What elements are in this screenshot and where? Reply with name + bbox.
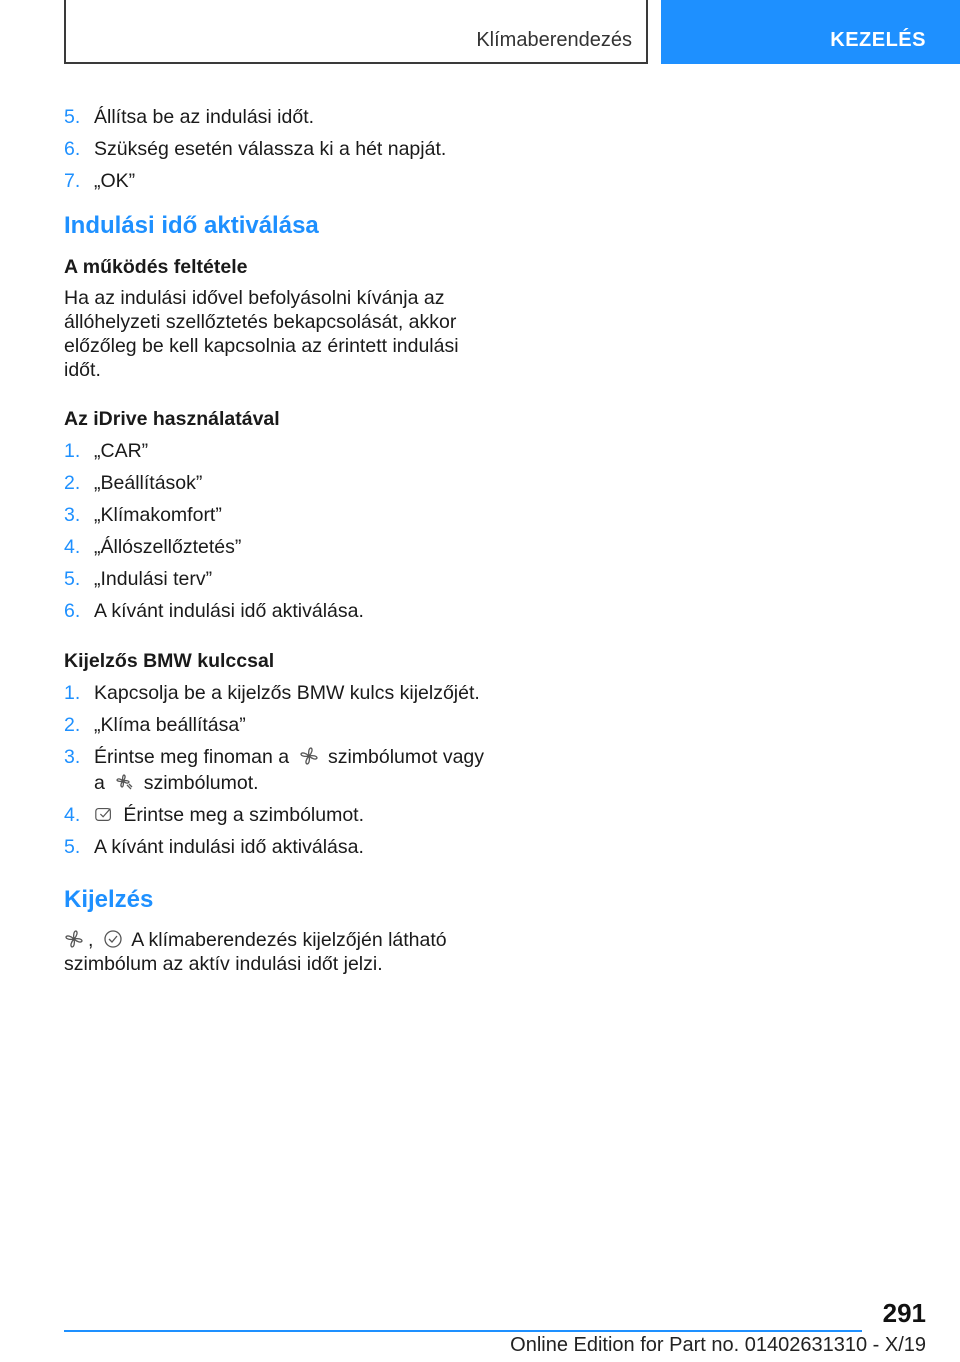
- section-heading-display: Kijelzés: [64, 886, 154, 913]
- clock-check-icon: [103, 929, 123, 949]
- list-item: 3. „Klímakomfort”: [64, 504, 222, 526]
- list-item: 5. A kívánt indulási idő aktiválása.: [64, 836, 364, 858]
- page-number: 291: [882, 1298, 926, 1328]
- list-item: 1. Kapcsolja be a kijelzős BMW kulcs kijelzőjét.: [64, 682, 480, 704]
- list-item: 4. Érintse meg a szimbólumot.: [64, 804, 365, 826]
- list-item: 3. Érintse meg finoman a szimbólumot vagy a szimbólumot.: [64, 746, 485, 794]
- list-item: 1. „CAR”: [64, 440, 149, 462]
- list-item: 5. Állítsa be az indulási időt.: [64, 106, 315, 128]
- footer-divider: [64, 1330, 862, 1332]
- ventilation-fan-icon: [299, 746, 319, 766]
- page-content: [64, 104, 484, 990]
- fan-heat-icon: [114, 772, 134, 792]
- condition-paragraph: Ha az indulási idővel befolyásolni kívánja az állóhelyzeti szellőztetés bekapcsolását, akkor előzőleg be kell kapcsolnia az érintett indulási időt.: [64, 287, 459, 381]
- subheading-key: Kijelzős BMW kulccsal: [64, 650, 275, 672]
- list-item: 6. A kívánt indulási idő aktiválása.: [64, 600, 364, 622]
- header-chapter-box: [661, 0, 960, 64]
- section-heading-activation: Indulási idő aktiválása: [64, 212, 319, 239]
- subheading-condition: A működés feltétele: [64, 256, 248, 278]
- list-item: 2. „Klíma beállítása”: [64, 714, 246, 736]
- header-section-title: Klímaberendezés: [476, 29, 632, 51]
- list-item: 4. „Állószellőztetés”: [64, 536, 242, 558]
- list-item: 2. „Beállítások”: [64, 472, 203, 494]
- ventilation-fan-icon: [64, 929, 84, 949]
- header-section-box: [64, 0, 648, 64]
- display-paragraph: , A klímaberendezés kijelzőjén látható szimbólum az aktív indulási időt jelzi.: [64, 929, 447, 975]
- subheading-idrive: Az iDrive használatával: [64, 408, 280, 430]
- list-item: 6. Szükség esetén válassza ki a hét napját.: [64, 138, 447, 160]
- header-chapter-title: KEZELÉS: [830, 29, 926, 51]
- footer-edition: Online Edition for Part no. 01402631310 - X/19: [510, 1334, 926, 1356]
- departure-time-icon: [94, 804, 114, 824]
- list-item: 7. „OK”: [64, 170, 136, 192]
- list-item: 5. „Indulási terv”: [64, 568, 213, 590]
